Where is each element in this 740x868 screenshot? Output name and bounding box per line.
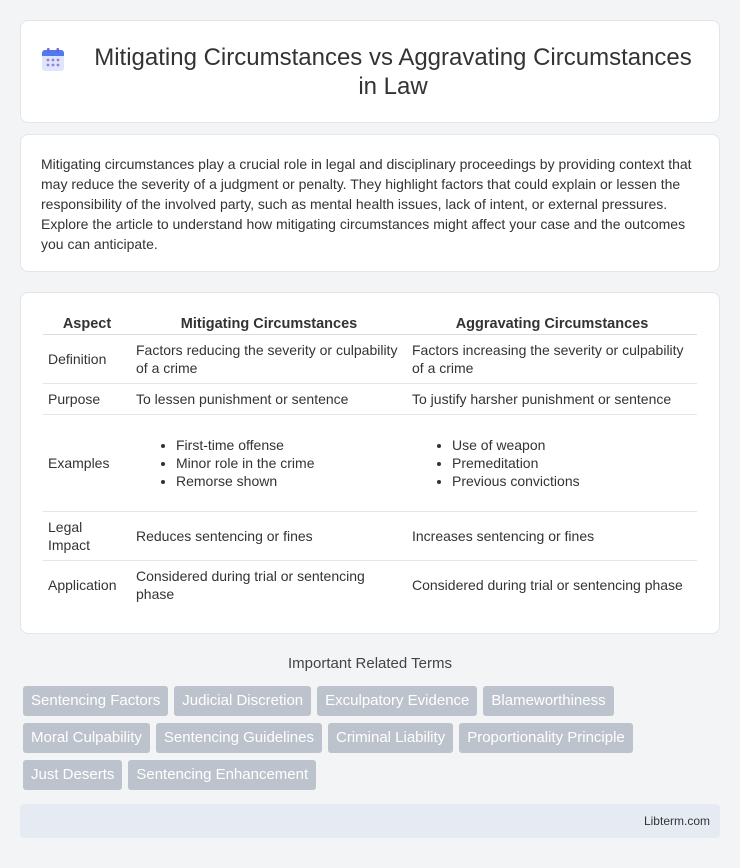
row-aspect: Examples <box>43 415 131 512</box>
table-row <box>43 384 697 415</box>
tag-criminal-liability[interactable]: Criminal Liability <box>328 723 453 753</box>
comparison-table-card <box>20 292 720 634</box>
footer <box>20 804 720 838</box>
related-terms-tags <box>23 686 723 797</box>
tag-just-deserts[interactable]: Just Deserts <box>23 760 122 790</box>
list-item: • First-time offense <box>176 436 402 454</box>
list-item: • Remorse shown <box>176 472 402 490</box>
tag-proportionality-principle[interactable]: Proportionality Principle <box>459 723 633 753</box>
row-aspect: Legal Impact <box>43 512 131 561</box>
aggravating-examples-list <box>452 436 692 490</box>
intro-card <box>20 134 720 272</box>
calendar-icon <box>40 47 66 73</box>
row-mitigating: To lessen punishment or sentence <box>131 384 407 415</box>
row-aggravating: Considered during trial or sentencing phase <box>412 577 683 594</box>
list-item: • Premeditation <box>452 454 692 472</box>
row-aggravating: Increases sentencing or fines <box>407 512 697 561</box>
list-item: • Previous convictions <box>452 472 692 490</box>
row-aggravating <box>407 415 697 512</box>
header-aggravating: Aggravating Circumstances <box>407 313 697 335</box>
tag-sentencing-factors[interactable]: Sentencing Factors <box>23 686 168 716</box>
tag-sentencing-guidelines[interactable]: Sentencing Guidelines <box>156 723 322 753</box>
header-mitigating: Mitigating Circumstances <box>131 313 407 335</box>
row-mitigating <box>131 415 407 512</box>
row-aspect: Application <box>48 577 117 594</box>
tag-moral-culpability[interactable]: Moral Culpability <box>23 723 150 753</box>
related-terms-title: Important Related Terms <box>288 655 452 672</box>
row-mitigating: Reduces sentencing or fines <box>131 512 407 561</box>
table-row <box>43 415 697 512</box>
row-aspect: Definition <box>43 335 131 384</box>
list-item: • Minor role in the crime <box>176 454 402 472</box>
tag-exculpatory-evidence[interactable]: Exculpatory Evidence <box>317 686 477 716</box>
tag-sentencing-enhancement[interactable]: Sentencing Enhancement <box>128 760 316 790</box>
comparison-table <box>43 313 697 610</box>
row-aspect: Purpose <box>43 384 131 415</box>
header-aspect: Aspect <box>43 313 131 335</box>
list-item: • Use of weapon <box>452 436 692 454</box>
tag-blameworthiness[interactable]: Blameworthiness <box>483 686 613 716</box>
row-aggravating: To justify harsher punishment or sentence <box>407 384 697 415</box>
table-header-row <box>43 313 697 335</box>
header-card <box>20 20 720 123</box>
row-aggravating: Factors increasing the severity or culpability of a crime <box>407 335 697 384</box>
table-row <box>43 512 697 561</box>
footer-site-link[interactable]: Libterm.com <box>643 814 710 828</box>
table-row <box>43 335 697 384</box>
row-mitigating: Considered during trial or sentencing phase <box>136 568 365 603</box>
table-row <box>43 561 697 610</box>
tag-judicial-discretion[interactable]: Judicial Discretion <box>174 686 311 716</box>
intro-text: Mitigating circumstances play a crucial role in legal and disciplinary proceedings by providing context that may reduce the severity of a judgment or penalty. They highlight factors that could explain or lessen the responsibility of the involved party, such as mental health issues, lack of intent, or external pressures. Explore the article to understand how mitigating circumstances might affect your case and the outcomes you can anticipate. <box>41 156 692 252</box>
page-title: Mitigating Circumstances vs Aggravating Circumstances in Law <box>94 43 692 100</box>
row-mitigating: Factors reducing the severity or culpability of a crime <box>131 335 407 384</box>
mitigating-examples-list <box>176 436 402 490</box>
